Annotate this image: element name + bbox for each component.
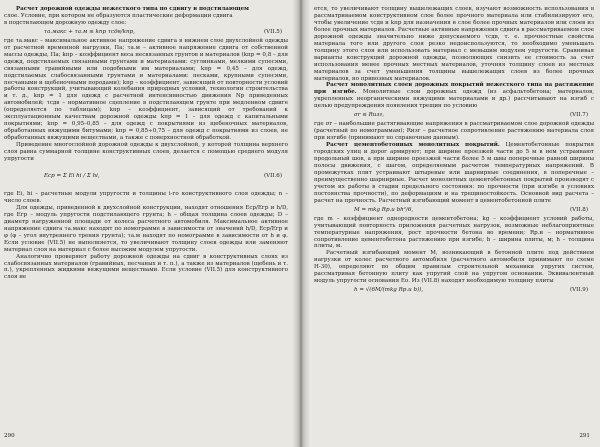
formula-vii-5-expression: τа.макс + τа.м ≤ kпр τсдв/kпр, [44, 28, 135, 35]
left-page [4, 6, 288, 440]
formula-vii-6-number: (VII.6) [263, 173, 282, 180]
left-page-number: 290 [4, 433, 15, 440]
right-heading-2: Расчет монолитных слоев дорожных покрытий нежесткого типа на растяжение при изгибе. [314, 82, 594, 96]
right-paragraph-6: Расчетный изгибающий момент M, возникающий в бетонной плите под действием нагрузки от колес расчетного автомобиля (расчетного автомобиля принимают по схеме Н-30), определяют по общим правилам строительной механики упругих систем, рассматривая бетонную плиту как упругий слой на упругом основании. Эквивалентный модуль упругости основания Eо. Из (VII.8) находят необходимую толщину плиты [314, 250, 594, 285]
left-paragraph-1 [4, 6, 288, 27]
formula-vii-7 [314, 110, 594, 121]
right-heading-3: Расчет цементобетонных монолитных покрытий. [326, 142, 500, 149]
left-paragraph-3: Приведение многослойной дорожной одежды к двухслойной, у которой толщина верхнего слоя равна суммарной толщине конструктивных слоев, делается с помощью среднего модуля упругости [4, 142, 288, 163]
right-paragraph-4 [314, 142, 594, 205]
left-paragraph-4: где Ei, hi – расчетные модули упругости и толщины i-го конструктивного слоя одежды; n – число слоев. [4, 190, 288, 204]
left-line-1: слое. Условие, при котором не образуются пластические деформации сдвига [4, 12, 233, 19]
formula-vii-6-expression: Eср = Σ Ei hi / Σ hi, [44, 173, 100, 180]
left-paragraph-2: где τа.макс – максимальное активное напряжение сдвига в нижнем слое двухслойной одежды от расчетной временной нагрузки, Па; τа.м – активное напряжение сдвига от собственной массы одежды, Па; kпр – коэффициент веса несвязанных грунтов и материалов (kпр = 0,8 – для одежд, подстилаемых связанными грунтами и материалами: суглинками, мелкими супесями, связанными гравийными или подобными им материалами; kпр = 0,45 – для одежд, подстилаемых слабосвязанными грунтами и материалами: песками, крупными супесями, песчаными и щебеночными породами); kпр – коэффициент, зависящий от повторности условий работы конструкций, учитывающий колебания природных условий, технологии строительства и т. д., kпр = 1 для одежд с расчетной интенсивностью движения Nр приведенных автомобилей; τсдв – нормативное сцепление в подстилающем грунте при медленном сдвиге (определяется по таблицам); kпр – коэффициент, зависящий от требований к эксплуатационным качествам дорожной одежды kпр = 1 – для одежд с капитальными покрытиями; kпр = 0,95–0,85 – для одежд с покрытиями из щебеночных материалов, обработанных вяжущими битумами; kпр = 0,85÷0,75 – для одежд с покрытиями из слоев, не обработанных вяжущими веществами, а также с поверхностной обработкой. [4, 37, 288, 142]
right-paragraph-4-text: Цементобетонные покрытия городских улиц и дорог армируют; при ширине проезжей части до 5 м в нем устраивают продольный шов, а при ширине проезжей части более 5 м швы поперечные равной ширины полосы движения, с шагом, определяемым расчетом температурных напряжений. В промежутках плит устраивают штыревые или шарнирные соединения, в поперечные – преимущественно шарнирные. Расчет монолитных цементобетонных покрытий производят с учетом их работы в стадии предельного состояния: по прочности (при изгибе в условиях постоянства прочности), по деформациям и на трещиностойкость. Основной вид расчета – расчет на прочность. Расчетный изгибающий момент в цементобетонной плите [314, 142, 594, 204]
right-paragraph-1: ется, то увеличивают толщину вышележащих слоев, изучают возможность использования в рассматриваемом конструктивном слое более прочного материала или стабилизируют его, чтобы увеличение τсдв и kпр для назначения в слое более прочных материалов или слоев из более прочных материалов. Расчетные активные напряжения сдвига в рассматриваемом слое дорожной одежды значительно ниже допускаемого τсдв, т. е. прочностные свойства материала того или другого слоя резко недоиспользуются, то необходимо уменьшать толщину этого слоя или использовать материал с меньшим модулем упругости. Сравнивая варианты конструкций дорожной одежды, позволяющих снизить ее стоимость за счет использования менее прочных местных материалов, уточняя толщину слоев из местных материалов за счет уменьшения толщины вышележащих слоев из более прочных материалов, но привозных материалов. [314, 6, 594, 82]
formula-vii-7-number: (VII.7) [569, 112, 588, 119]
right-paragraph-2 [314, 82, 594, 110]
formula-vii-8-number: (VII.8) [569, 206, 588, 213]
right-paragraph-2-text: Монолитные слои дорожных одежд (из асфальтобетона; материалов, укрепленных неорганическими вяжущими материалами и др.) рассчитывают на изгиб с целью предупреждения появления трещин по условию [314, 89, 594, 110]
formula-vii-9-number: (VII.9) [569, 287, 588, 294]
formula-vii-7-expression: σr ≤ Rизг, [354, 112, 384, 119]
formula-vii-5-number: (VII.5) [263, 28, 282, 35]
right-paragraph-3: где σr – наибольшие растягивающие напряжения в рассматриваемом слое дорожной одежды (расчетный по номограммам); Rизг – расчетное сопротивление растяжению материала слоя при изгибе (принимают по справочным данным). [314, 121, 594, 142]
formula-vii-5 [4, 27, 288, 38]
left-paragraph-5: Для одежды, приведенной к двухслойной конструкции, находят отношения Eср/Eгр и h/D, где Eгр – модуль упругости подстилающего грунта; h – общая толщина слоев одежды; D – диаметр нагруженной площади от колеса расчетного автомобиля. Максимальное активное напряжение сдвига τа.макс находят по номограмме в зависимости от значений h/D, Eср/Eгр и φ (φ – угол внутреннего трения грунта); τа.м находят по номограмме в зависимости от h и φ. Если условие (VII.5) не выполняется, то увеличивают толщину слоев одежды или заменяют материал слоя на материал с более высоким модулем упругости. [4, 204, 288, 253]
formula-vii-9-expression: h = √(6M/(mkg Rр.и b)), [354, 287, 424, 294]
left-heading: Расчет дорожной одежды нежесткого типа по сдвигу в подстилающем [16, 6, 249, 12]
formula-vii-6 [4, 163, 288, 191]
right-page [314, 6, 594, 440]
formula-vii-9 [314, 285, 594, 296]
left-paragraph-6: Аналогично проверяют работу дорожной одежды на сдвиг в конструктивных слоях из слабосвязанных материалов (гравийных, песчаных и т. п.), а также из материалов (щебень и т. п.), укрепленных жидкими вяжущими веществами. Если условие (VII.5) для конструктивного слоя не [4, 253, 288, 281]
right-page-number: 291 [579, 433, 590, 440]
right-paragraph-5: где m – коэффициент однородности цементобетона; kg – коэффициент условий работы, учитывающий повторность приложения расчетных нагрузок, возможные неблагоприятные температурные напряжения, рост прочности бетона во времени; Rр.и – нормативное сопротивление цементобетона растяжению при изгибе; b – ширина плиты, м; h – толщина плиты, м. [314, 215, 594, 250]
book-gutter [292, 0, 310, 447]
formula-vii-8 [314, 205, 594, 216]
left-line-2: в подстилающем дорожную одежду слое: [4, 19, 127, 26]
formula-vii-8-expression: M = mkg Rр.и bh²/6, [354, 206, 414, 213]
